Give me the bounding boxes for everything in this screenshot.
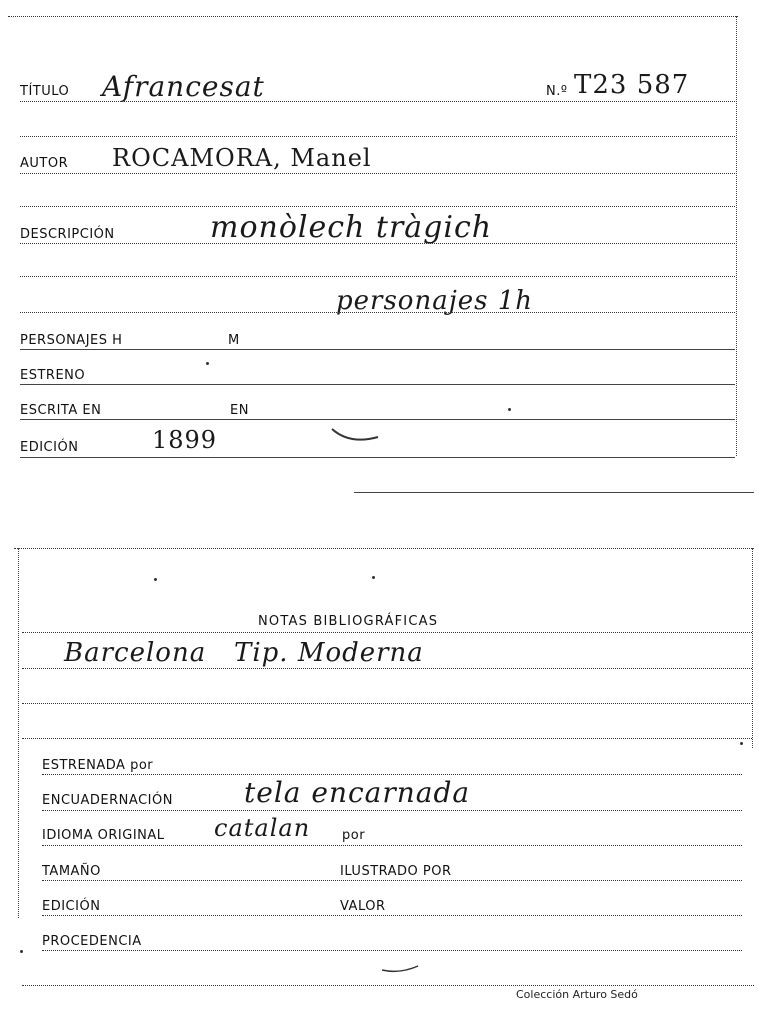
encuadernacion-line <box>42 810 742 811</box>
autor-value: ROCAMORA, Manel <box>112 144 372 172</box>
personajes-m-label: M <box>228 333 240 348</box>
titulo-value: Afrancesat <box>102 70 265 103</box>
idioma-label: IDIOMA ORIGINAL <box>42 828 165 843</box>
collection-footer: Colección Arturo Sedó <box>516 988 638 1001</box>
edicion2-label: EDICIÓN <box>42 899 101 914</box>
card2-top-border <box>14 548 754 549</box>
escrita-label: ESCRITA EN <box>20 403 102 418</box>
autor-label: AUTOR <box>20 156 69 171</box>
escrita-line <box>20 419 735 420</box>
autor-line <box>20 173 735 174</box>
titulo-label: TÍTULO <box>20 84 70 99</box>
encuadernacion-value: tela encarnada <box>244 776 471 809</box>
edicion-value: 1899 <box>152 426 218 454</box>
encuadernacion-label: ENCUADERNACIÓN <box>42 793 173 808</box>
estrenada-line <box>42 774 742 775</box>
speck <box>740 742 743 745</box>
line-personajes-upper <box>20 312 735 313</box>
tamano-line <box>42 880 742 881</box>
pencil-mark <box>330 425 382 445</box>
line-after-titulo <box>20 136 735 137</box>
notas-title: NOTAS BIBLIOGRÁFICAS <box>258 614 439 629</box>
card1-top-border <box>8 16 738 17</box>
idioma-por-label: por <box>342 828 366 843</box>
speck <box>508 408 511 411</box>
numero-value: T23 587 <box>574 70 690 100</box>
pencil-mark-2 <box>380 962 420 974</box>
notas-line-3 <box>22 703 752 704</box>
card2-bottom-line <box>22 985 754 986</box>
estreno-label: ESTRENO <box>20 368 86 383</box>
escrita-en-label: EN <box>230 403 249 418</box>
line-after-descripcion <box>20 276 735 277</box>
ilustrado-label: ILUSTRADO POR <box>340 864 452 879</box>
descripcion-label: DESCRIPCIÓN <box>20 227 115 242</box>
valor-label: VALOR <box>340 899 386 914</box>
titulo-line <box>20 101 735 102</box>
edicion-line <box>20 457 735 458</box>
card2-left-border <box>18 548 19 918</box>
edicion-label: EDICIÓN <box>20 440 79 455</box>
procedencia-label: PROCEDENCIA <box>42 934 142 949</box>
speck <box>206 362 209 365</box>
procedencia-line <box>42 950 742 951</box>
idioma-line <box>42 845 742 846</box>
notas-value: Barcelona Tip. Moderna <box>64 638 424 668</box>
card2-right-border <box>752 548 753 748</box>
speck <box>154 578 157 581</box>
notas-line <box>22 632 752 633</box>
line-after-autor <box>20 206 735 207</box>
personajes-line <box>20 349 735 350</box>
idioma-value: catalan <box>214 814 311 842</box>
card1-bottom-line <box>354 492 754 493</box>
descripcion-value-2: personajes 1h <box>336 286 534 316</box>
descripcion-value: monòlech tràgich <box>210 210 493 245</box>
estreno-line <box>20 384 735 385</box>
speck <box>372 576 375 579</box>
notas-value-line <box>22 668 752 669</box>
notas-line-4 <box>22 738 752 739</box>
speck <box>20 950 23 953</box>
tamano-label: TAMAÑO <box>42 864 101 879</box>
personajes-label: PERSONAJES H <box>20 333 123 348</box>
card1-right-border <box>736 16 737 456</box>
estrenada-label: ESTRENADA por <box>42 758 154 773</box>
numero-label: N.º <box>546 84 568 99</box>
edicion2-line <box>42 915 742 916</box>
descripcion-line <box>20 243 735 244</box>
